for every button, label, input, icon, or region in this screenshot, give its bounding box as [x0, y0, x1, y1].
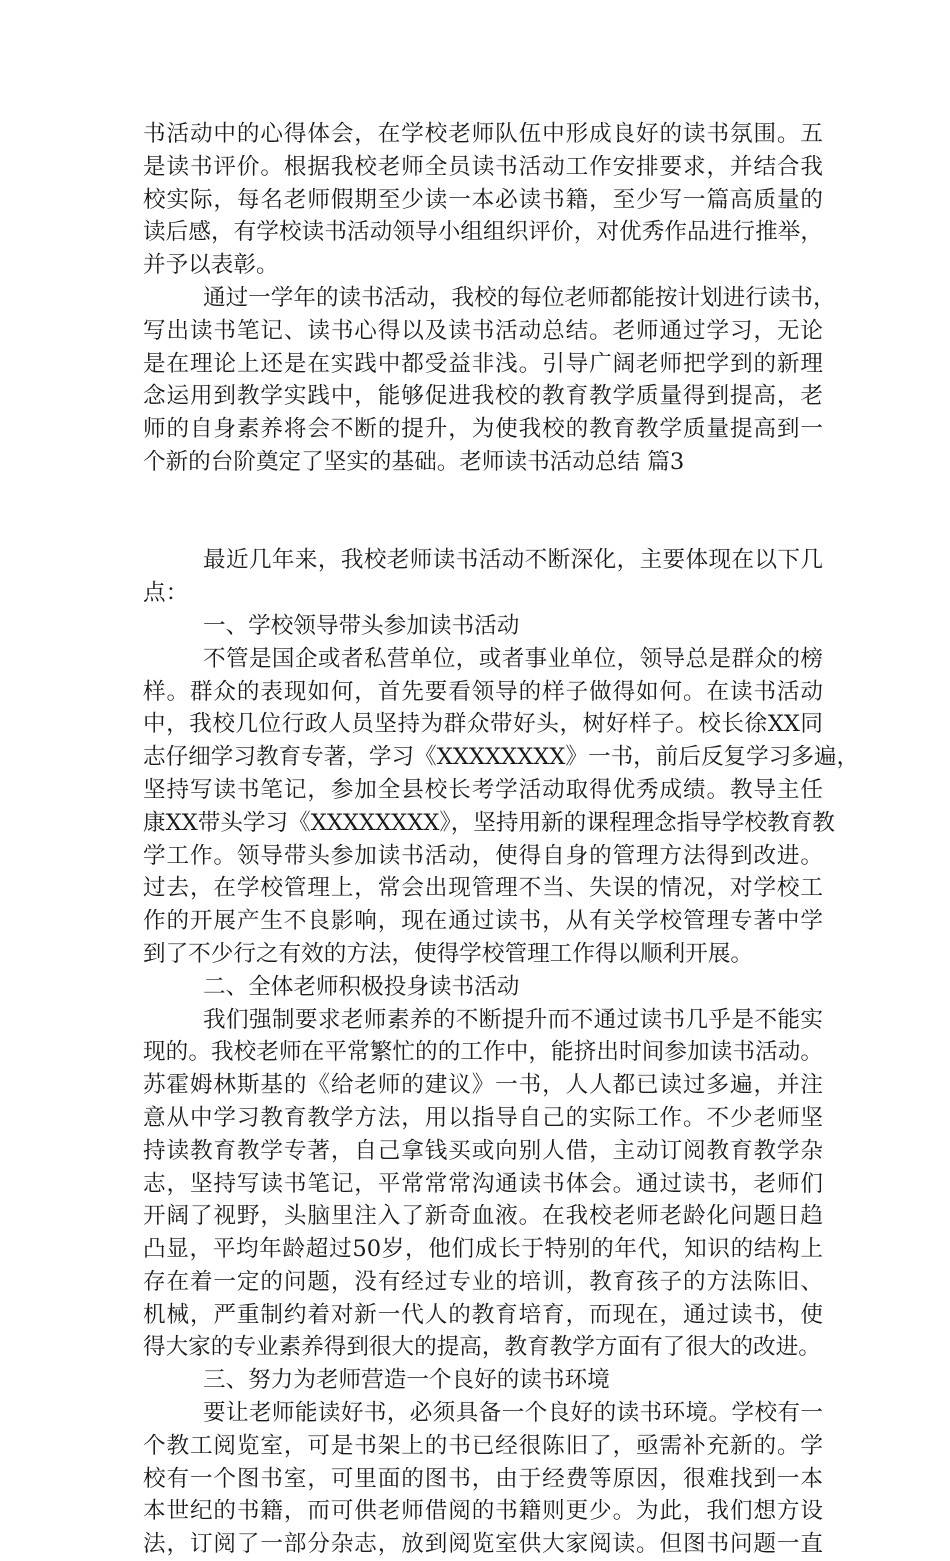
text-line: 是读书评价。根据我校老师全员读书活动工作安排要求，并结合我	[143, 153, 823, 180]
text-line: 我们强制要求老师素养的不断提升而不通过读书几乎是不能实	[203, 1006, 823, 1033]
blank-line	[143, 479, 823, 512]
text-line: 通过一学年的读书活动，我校的每位老师都能按计划进行读书，	[203, 284, 836, 311]
text-line: 凸显，平均年龄超过50岁，他们成长于特别的年代，知识的结构上	[143, 1236, 823, 1263]
paragraph-1	[143, 118, 823, 282]
text-line: 校有一个图书室，可里面的图书，由于经费等原因，很难找到一本	[143, 1465, 823, 1492]
paragraph-5	[143, 1004, 823, 1365]
paragraph-6	[143, 1397, 823, 1561]
text-line: 持读教育教学专著，自己拿钱买或向别人借，主动订阅教育教学杂	[143, 1137, 823, 1164]
document-page	[143, 118, 860, 1561]
text-line: 要让老师能读好书，必须具备一个良好的读书环境。学校有一	[203, 1400, 823, 1427]
text-line: 点：	[143, 580, 189, 607]
section-heading: 二、全体老师积极投身读书活动	[203, 973, 520, 1000]
section-heading: 一、学校领导带头参加读书活动	[203, 612, 520, 639]
text-line: 作的开展产生不良影响，现在通过读书，从有关学校管理专著中学	[143, 908, 823, 935]
text-line: 存在着一定的问题，没有经过专业的培训，教育孩子的方法陈旧、	[143, 1268, 823, 1295]
text-line: 校实际，每名老师假期至少读一本必读书籍，至少写一篇高质量的	[143, 186, 823, 213]
text-line: 志仔细学习教育专著，学习《XXXXXXXX》一书，前后反复学习多遍，	[143, 744, 860, 771]
text-line: 苏霍姆林斯基的《给老师的建议》一书，人人都已读过多遍，并注	[143, 1072, 823, 1099]
text-line: 样。群众的表现如何，首先要看领导的样子做得如何。在读书活动	[143, 678, 823, 705]
text-line: 过去，在学校管理上，常会出现管理不当、失误的情况，对学校工	[143, 875, 823, 902]
paragraph-4	[143, 643, 860, 971]
text-line: 法，订阅了一部分杂志，放到阅览室供大家阅读。但图书问题一直	[143, 1531, 823, 1558]
text-line: 得大家的专业素养得到很大的提高，教育教学方面有了很大的改进。	[143, 1334, 821, 1361]
text-line: 不管是国企或者私营单位，或者事业单位，领导总是群众的榜	[203, 645, 823, 672]
text-line: 志，坚持写读书笔记，平常常常沟通读书体会。通过读书，老师们	[143, 1170, 823, 1197]
text-line: 康XX带头学习《XXXXXXXX》，坚持用新的课程理念指导学校教育教	[143, 809, 835, 836]
text-line: 写出读书笔记、读书心得以及读书活动总结。老师通过学习，无论	[143, 317, 823, 344]
paragraph-2	[143, 282, 836, 479]
section-heading: 三、努力为老师营造一个良好的读书环境	[203, 1367, 610, 1394]
text-line: 书活动中的心得体会，在学校老师队伍中形成良好的读书氛围。五	[143, 121, 823, 147]
text-line: 本世纪的书籍，而可供老师借阅的书籍则更少。为此，我们想方设	[143, 1498, 823, 1525]
text-line: 个教工阅览室，可是书架上的书已经很陈旧了，亟需补充新的。学	[143, 1432, 823, 1459]
text-line: 是在理论上还是在实践中都受益非浅。引导广阔老师把学到的新理	[143, 350, 823, 377]
text-line: 读后感，有学校读书活动领导小组组织评价，对优秀作品进行推举，	[143, 219, 823, 246]
text-line: 开阔了视野，头脑里注入了新奇血液。在我校老师老龄化问题日趋	[143, 1203, 823, 1230]
text-line: 师的自身素养将会不断的提升，为使我校的教育教学质量提高到一	[143, 416, 823, 443]
text-line: 中，我校几位行政人员坚持为群众带好头，树好样子。校长徐XX同	[143, 711, 823, 738]
text-line: 最近几年来，我校老师读书活动不断深化，主要体现在以下几	[203, 547, 823, 574]
text-line: 机械，严重制约着对新一代人的教育培育，而现在，通过读书，使	[143, 1301, 823, 1328]
text-line: 念运用到教学实践中，能够促进我校的教育教学质量得到提高，老	[143, 383, 823, 410]
text-line: 到了不少行之有效的方法，使得学校管理工作得以顺利开展。	[143, 940, 754, 967]
text-line: 意从中学习教育教学方法，用以指导自己的实际工作。不少老师坚	[143, 1104, 823, 1131]
text-line: 个新的台阶奠定了坚实的基础。老师读书活动总结 篇3	[143, 448, 685, 475]
text-line: 学工作。领导带头参加读书活动，使得自身的管理方法得到改进。	[143, 842, 823, 869]
paragraph-3	[143, 544, 823, 610]
text-line: 坚持写读书笔记，参加全县校长考学活动取得优秀成绩。教导主任	[143, 776, 823, 803]
text-line: 并予以表彰。	[143, 252, 279, 279]
blank-line	[143, 512, 823, 545]
text-line: 现的。我校老师在平常繁忙的的工作中，能挤出时间参加读书活动。	[143, 1039, 823, 1066]
